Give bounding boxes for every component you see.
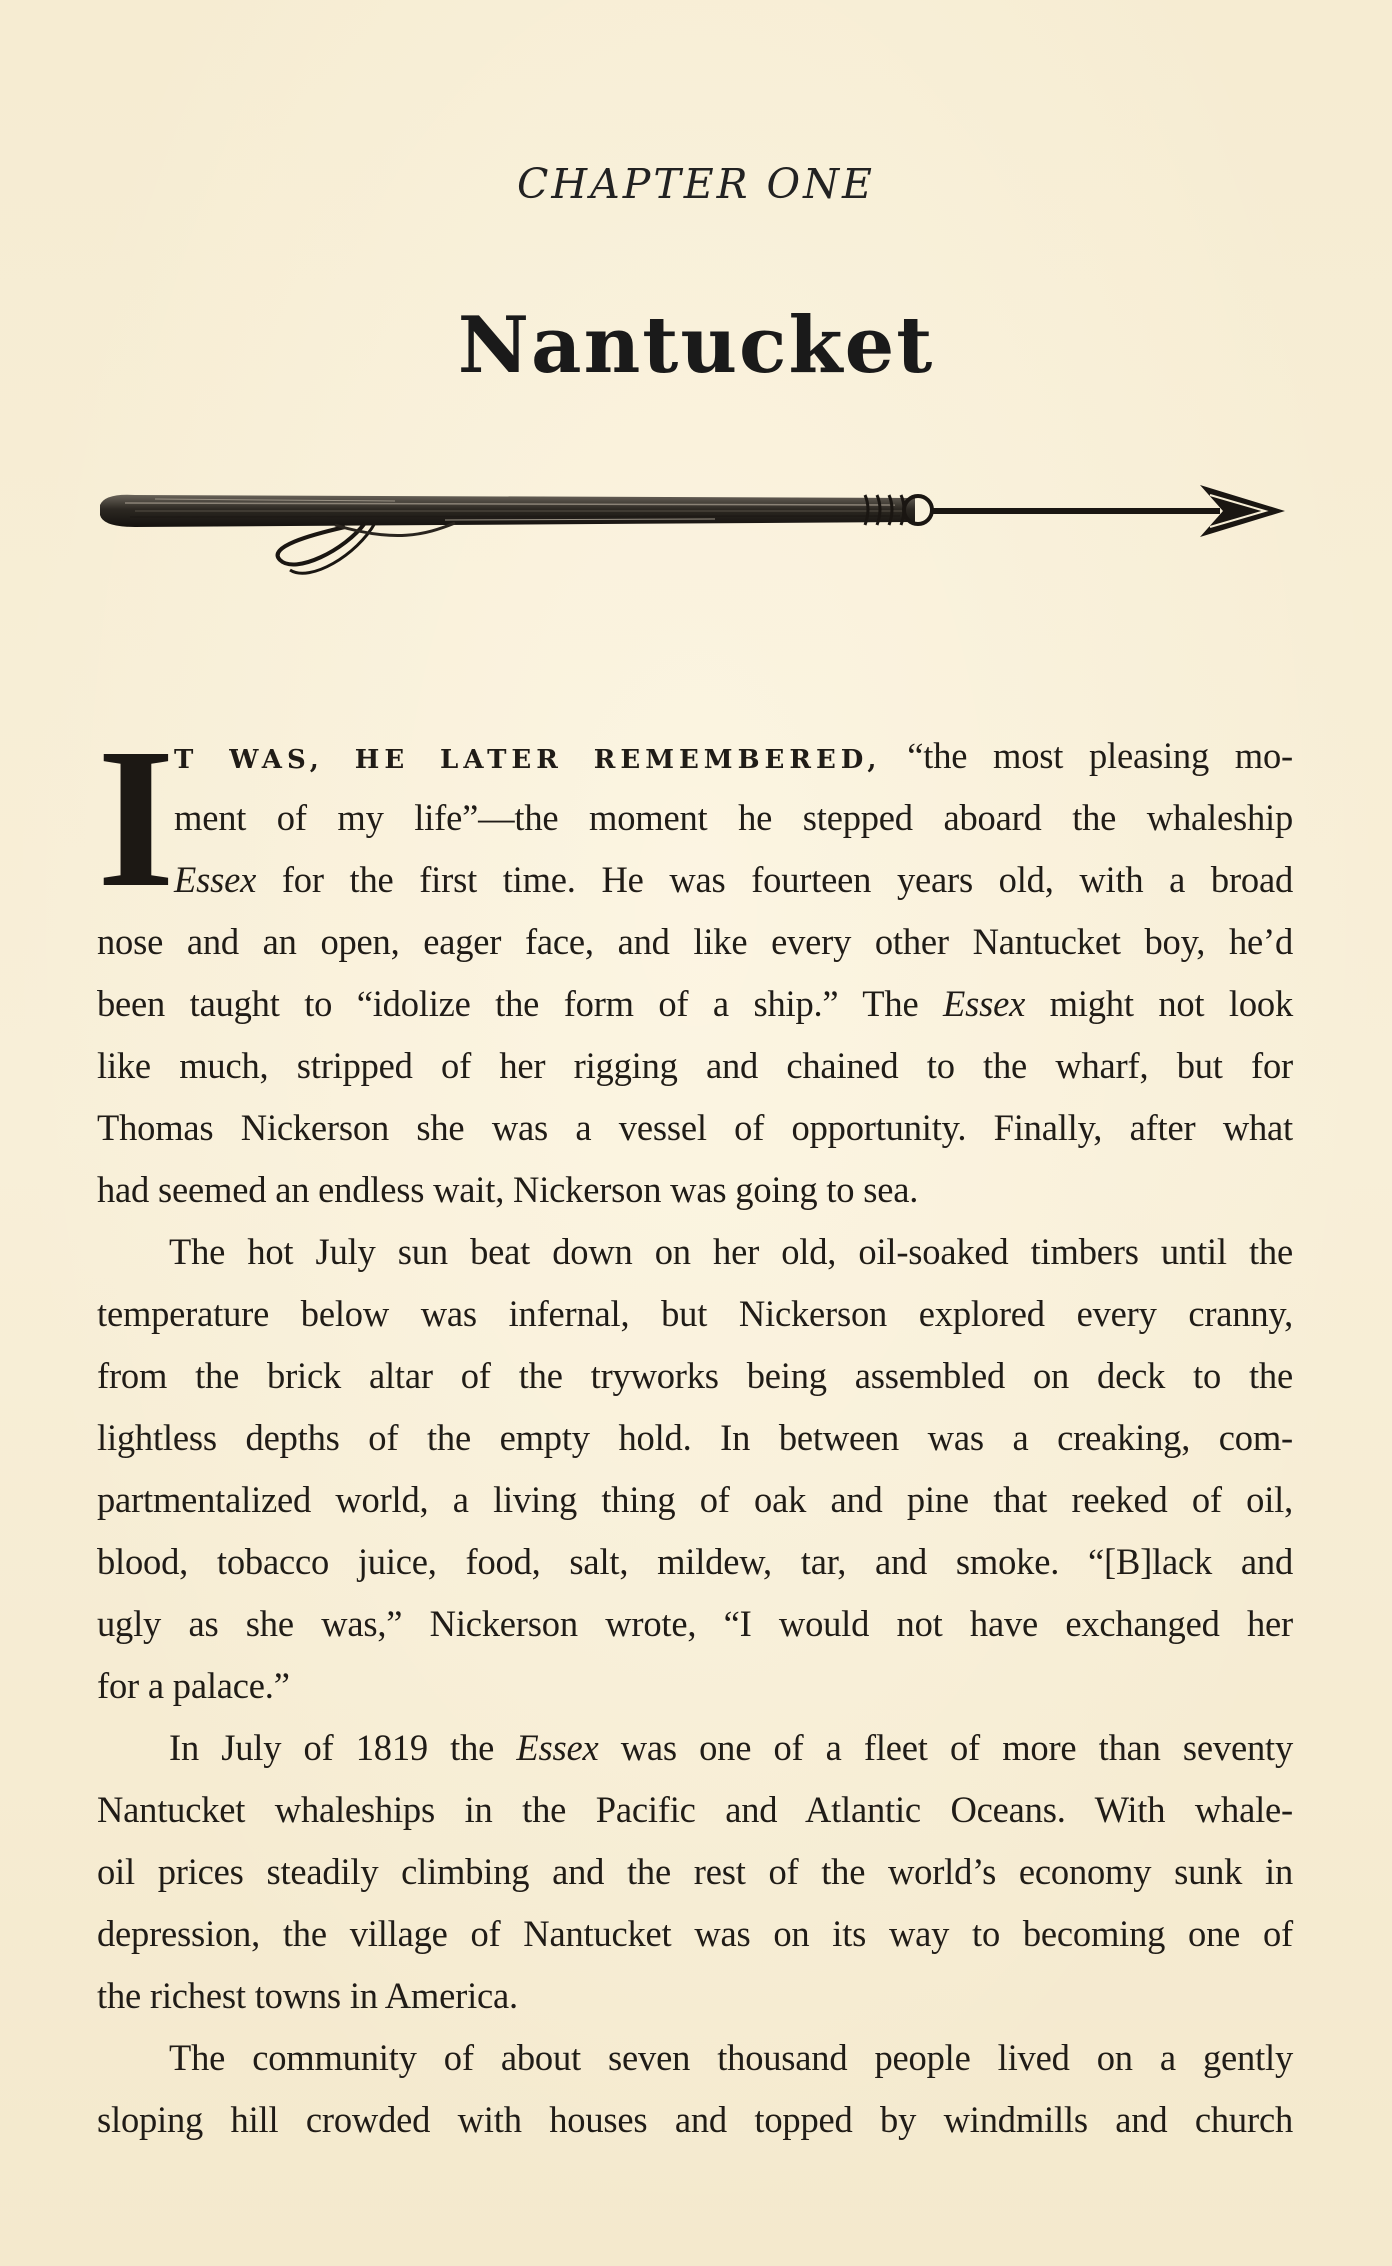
- text-line: like much, stripped of her rigging and chained to the wharf, but for: [97, 1045, 1293, 1086]
- text-line: Essex for the first time. He was fourteen years old, with a broad: [174, 859, 1293, 900]
- drop-cap: I: [97, 708, 175, 929]
- text-line: depression, the village of Nantucket was on its way to becoming one of: [97, 1913, 1293, 1954]
- chapter-label: CHAPTER ONE: [517, 160, 875, 208]
- body-text: [97, 708, 1293, 2151]
- text-line: sloping hill crowded with houses and topped by windmills and church: [97, 2099, 1293, 2140]
- text-line: In July of 1819 the Essex was one of a fleet of more than seventy: [169, 1727, 1293, 1768]
- text-line: for a palace.”: [97, 1665, 290, 1706]
- text-line: The community of about seven thousand people lived on a gently: [169, 2037, 1293, 2078]
- text-line: the richest towns in America.: [97, 1975, 518, 2016]
- text-line: ment of my life”—the moment he stepped aboard the whaleship: [174, 797, 1293, 838]
- text-line: Nantucket whaleships in the Pacific and Atlantic Oceans. With whale-: [97, 1789, 1293, 1830]
- text-line: T WAS, HE LATER REMEMBERED, “the most pleasing mo-: [174, 735, 1293, 776]
- paragraph: [97, 1717, 1293, 2027]
- text-line: blood, tobacco juice, food, salt, mildew, tar, and smoke. “[B]lack and: [97, 1541, 1293, 1582]
- opening-paragraph: [97, 708, 1293, 1221]
- text-line: lightless depths of the empty hold. In between was a creaking, com-: [97, 1417, 1293, 1458]
- text-line: nose and an open, eager face, and like every other Nantucket boy, he’d: [97, 921, 1293, 962]
- text-line: temperature below was infernal, but Nickerson explored every cranny,: [97, 1293, 1293, 1334]
- chapter-title: Nantucket: [457, 300, 935, 391]
- text-line: ugly as she was,” Nickerson wrote, “I would not have exchanged her: [97, 1603, 1293, 1644]
- text-line: had seemed an endless wait, Nickerson was going to sea.: [97, 1169, 919, 1210]
- paragraph: [97, 1221, 1293, 1717]
- harpoon-icon: [95, 465, 1295, 585]
- text-line: partmentalized world, a living thing of oak and pine that reeked of oil,: [97, 1479, 1293, 1520]
- text-line: Thomas Nickerson she was a vessel of opportunity. Finally, after what: [97, 1107, 1293, 1148]
- text-line: oil prices steadily climbing and the rest of the world’s economy sunk in: [97, 1851, 1293, 1892]
- paragraph: [97, 2027, 1293, 2151]
- text-line: The hot July sun beat down on her old, oil-soaked timbers until the: [169, 1231, 1293, 1272]
- text-line: been taught to “idolize the form of a ship.” The Essex might not look: [97, 983, 1293, 1024]
- text-line: from the brick altar of the tryworks being assembled on deck to the: [97, 1355, 1293, 1396]
